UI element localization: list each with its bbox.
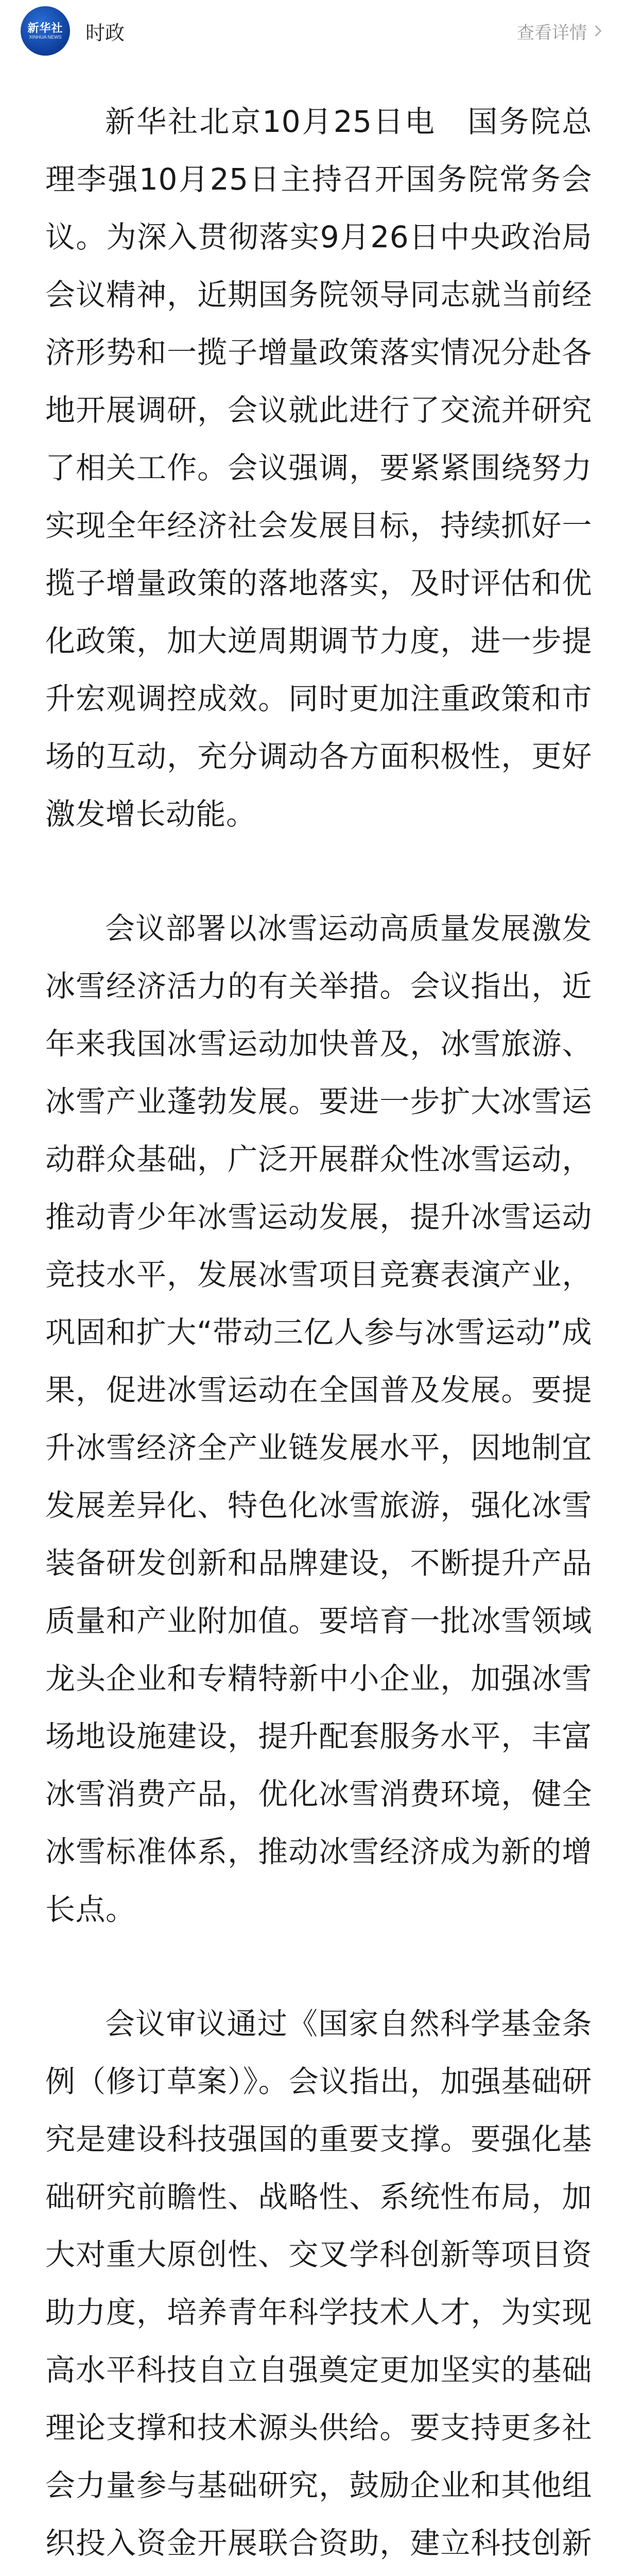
article-paragraph: 会议审议通过《国家自然科学基金条例（修订草案）》。会议指出，加强基础研究是建设科技强国的重要支撑。要强化基础研究前瞻性、战略性、系统性布局，加大对重大原创性、交叉学科创新等项目资助力度，培养青年科学技术人才，为实现高水平科技自立自强奠定更加坚实的基础理论支撑和技术源头供给。要支持更多社会力量参与基础研究，鼓励企业和其他组织投入资金开展联合资助，建立科技创新 (45, 2006, 592, 2561)
channel-name: 时政 (85, 21, 125, 44)
article-paragraph: 新华社北京10月25日电 国务院总理李强10月25日主持召开国务院常务会议。为深入贯彻落实9月26日中央政治局会议精神，近期国务院领导同志就当前经济形势和一揽子增量政策落实情况分赴各地开展调研，会议就此进行了交流并研究了相关工作。会议强调，要紧紧围绕努力实现全年经济社会发展目标，持续抓好一揽子增量政策的落地落实，及时评估和优化政策，加大逆周期调节力度，进一步提升宏观调控成效。同时更加注重政策和市场的互动，充分调动各方面积极性，更好激发增长动能。 (45, 104, 592, 832)
article-header (0, 0, 626, 62)
article-paragraph: 会议部署以冰雪运动高质量发展激发冰雪经济活力的有关举措。会议指出，近年来我国冰雪运动加快普及，冰雪旅游、冰雪产业蓬勃发展。要进一步扩大冰雪运动群众基础，广泛开展群众性冰雪运动，推动青少年冰雪运动发展，提升冰雪运动竞技水平，发展冰雪项目竞赛表演产业，巩固和扩大“带动三亿人参与冰雪运动”成果，促进冰雪运动在全国普及发展。要提升冰雪经济全产业链发展水平，因地制宜发展差异化、特色化冰雪旅游，强化冰雪装备研发创新和品牌建设，不断提升产品质量和产业附加值。要培育一批冰雪领域龙头企业和专精特新中小企业，加强冰雪场地设施建设，提升配套服务水平，丰富冰雪消费产品，优化冰雪消费环境，健全冰雪标准体系，推动冰雪经济成为新的增长点。 (45, 911, 592, 1927)
logo-text: 新华社 (27, 21, 63, 35)
view-details-label: 查看详情 (517, 22, 587, 43)
view-details-link[interactable] (517, 19, 605, 44)
chevron-right-icon (591, 24, 605, 38)
article-body (45, 93, 592, 2576)
xinhua-logo[interactable] (21, 6, 70, 56)
logo-subtext: XINHUA NEWS (29, 34, 62, 40)
